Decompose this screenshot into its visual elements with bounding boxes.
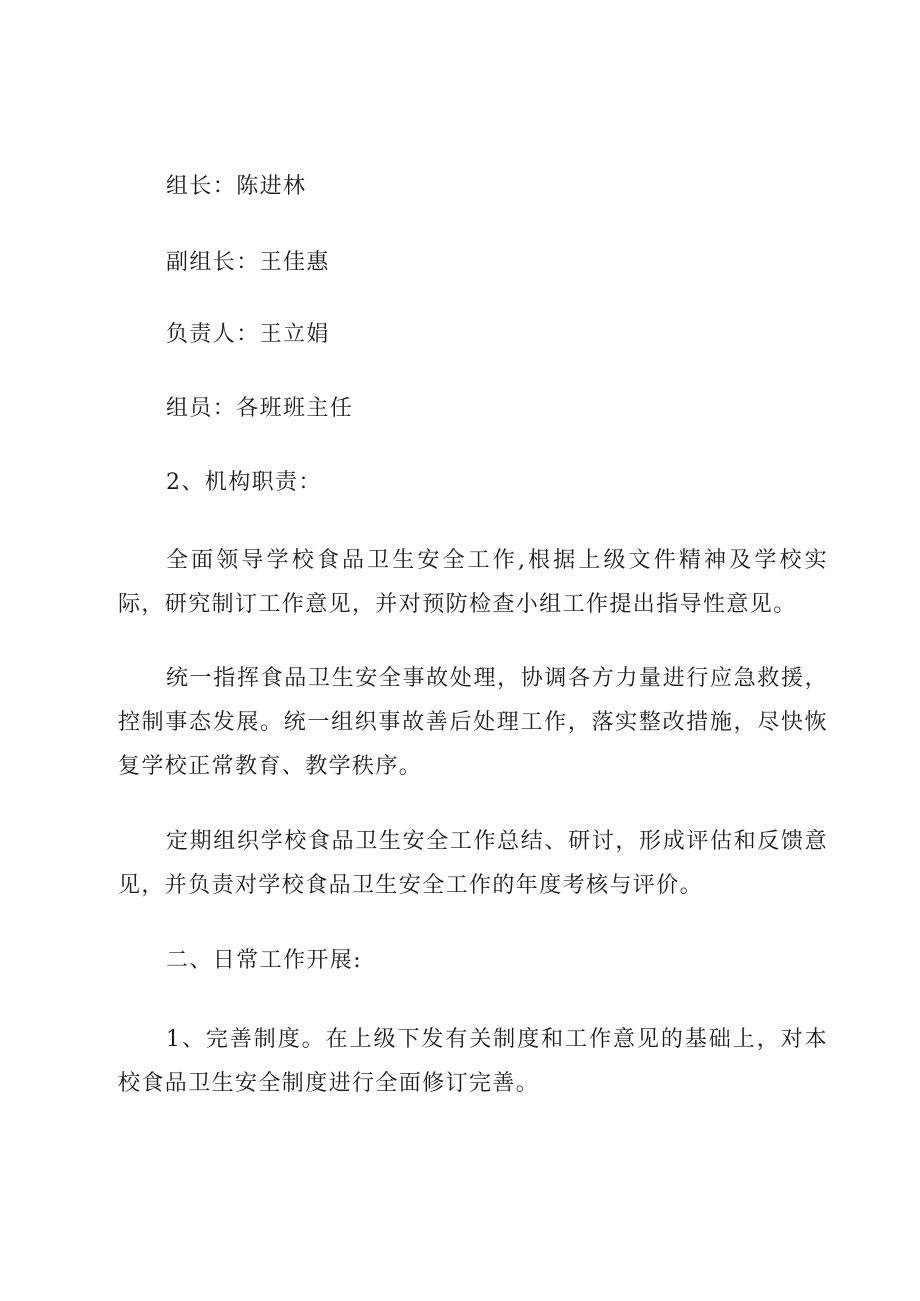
paragraph-person-in-charge: 负责人：王立娟 [166, 322, 330, 347]
paragraph-responsibility-review: 定期组织学校食品卫生安全工作总结、研讨，形成评估和反馈意见，并负责对学校食品卫生安全工作的年度考核与评价。 [118, 829, 828, 898]
section-heading-responsibilities: 2、机构职责： [166, 470, 322, 495]
paragraph-members: 组员：各班班主任 [166, 396, 354, 421]
paragraph-improve-system: 1、完善制度。在上级下发有关制度和工作意见的基础上，对本校食品卫生安全制度进行全面修订完善。 [118, 1027, 828, 1096]
paragraph-responsibility-command: 统一指挥食品卫生安全事故处理，协调各方力量进行应急救援，控制事态发展。统一组织事故善后处理工作，落实整改措施，尽快恢复学校正常教育、教学秩序。 [118, 666, 828, 779]
section-heading-daily-work: 二、日常工作开展: [166, 948, 363, 973]
paragraph-group-leader: 组长：陈进林 [166, 174, 307, 199]
paragraph-responsibility-leadership: 全面领导学校食品卫生安全工作,根据上级文件精神及学校实际，研究制订工作意见，并对预防检查小组工作提出指导性意见。 [118, 548, 828, 617]
paragraph-deputy-leader: 副组长：王佳惠 [166, 250, 330, 275]
